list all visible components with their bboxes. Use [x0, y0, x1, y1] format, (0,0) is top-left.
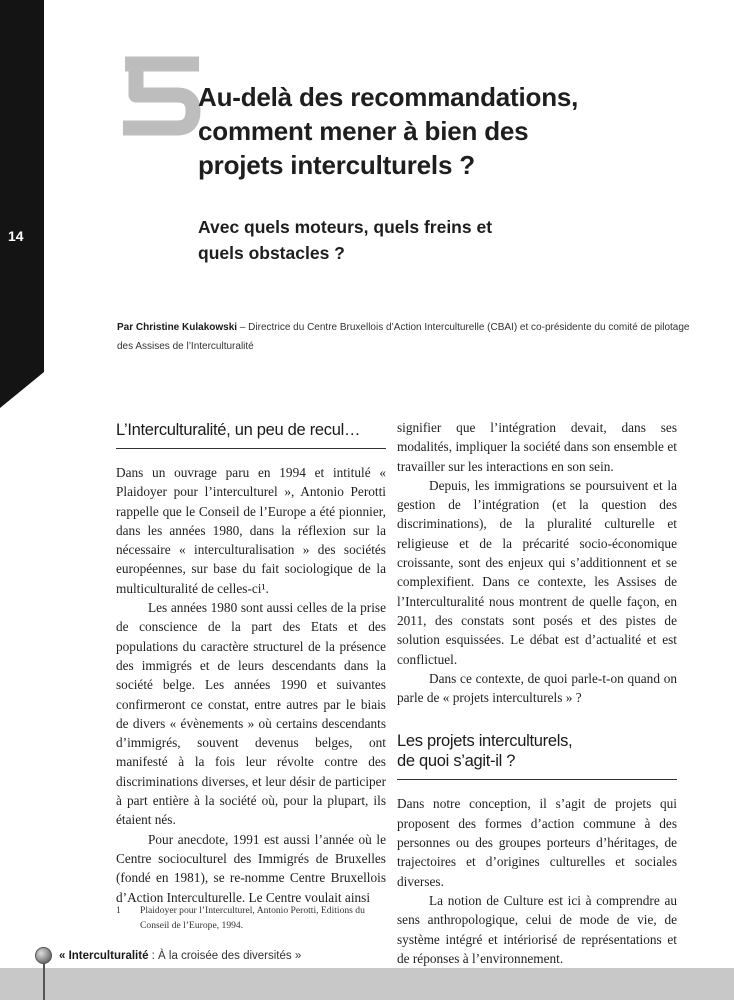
section-heading: L’Interculturalité, un peu de recul…: [116, 420, 386, 449]
paragraph: Les années 1980 sont aussi celles de la prise de conscience de la part des Etats et des populations du caractère structurel de la présence des immigrés et de leurs descendants dans la société belge. Les années 1990 et suivantes confirmeront ce constat, entre autres par le biais de divers « évènements » où certains descendants d’immigrés, souvent devenus belges, ont manifesté à la fois leur révolte contre des discriminations diverses, et leur désir de participer à part entière à la société où, pour la plupart, ils étaient nés.: [116, 600, 386, 828]
footnote-text-continued: Conseil de l’Europe, 1994.: [140, 920, 244, 931]
footer-title-bold: « Interculturalité: [59, 950, 149, 962]
column-right: [397, 418, 677, 968]
page-number: 14: [8, 228, 24, 244]
chapter-number-text: 5: [162, 98, 167, 107]
author-byline: [117, 318, 697, 356]
footnote-number: 1: [116, 905, 121, 916]
footer-bullet-icon: [35, 947, 52, 964]
author-name: Par Christine Kulakowski: [117, 322, 238, 333]
footer-publication-title: [59, 950, 301, 962]
section-heading-line: de quoi s’agit-il ?: [397, 752, 516, 771]
paragraph: signifier que l’intégration devait, dans ses modalités, impliquer la société dans son ensemble et travailler sur les interactions en son sein.: [397, 420, 677, 474]
title-line: projets interculturels ?: [198, 150, 475, 180]
section-heading-line: Les projets interculturels,: [397, 732, 573, 751]
footnote: [116, 903, 386, 933]
paragraph: La notion de Culture est ici à comprendre au sens anthropologique, celui de mode de vie, de système intégré et intériorisé de représentations et de réponses à l’environnement.: [397, 892, 677, 966]
author-role: – Directrice du Centre Bruxellois d’Action Interculturelle (CBAI) et co-présidente du comité de pilotage des Assises de l’Interculturalité: [117, 322, 690, 352]
section-heading: [397, 731, 677, 780]
footer-bar: [0, 968, 734, 1000]
footnote-text: Plaidoyer pour l’Interculturel, Antonio Perotti, Editions du: [140, 905, 365, 916]
column-left: [116, 420, 386, 907]
footer-title-rest: : À la croisée des diversités »: [148, 950, 302, 962]
paragraph: Dans notre conception, il s’agit de projets qui proposent des formes d’action commune à des personnes ou des groupes porteurs d’héritages, de trajectoires et d’origines culturelles et sociales diverses.: [397, 796, 677, 889]
paragraph: Pour anecdote, 1991 est aussi l’année où le Centre socioculturel des Immigrés de Bruxelles (fondé en 1981), se re-nomme Centre Bruxellois d’Action Interculturelle. Le Centre voulait ainsi: [116, 831, 386, 905]
chapter-subtitle: [198, 214, 678, 266]
footer-rule: [43, 960, 45, 1000]
title-line: Au-delà des recommandations,: [198, 82, 579, 112]
paragraph: Depuis, les immigrations se poursuivent et la gestion de l’intégration (et la question des discriminations), de la pluralité culturelle et religieuse et de la précarité socio-économique croissante, sont des enjeux qui s’additionnent et se complexifient. Dans ce contexte, les Assises de l’Interculturalité nous montrent de quelle façon, en 2011, des constats sont posés et des pistes de solution esquissées. Le débat est d’actualité et est conflictuel.: [397, 477, 677, 667]
paragraph: Dans ce contexte, de quoi parle-t-on quand on parle de « projets interculturels » ?: [397, 670, 677, 706]
chapter-number-graphic: [115, 55, 210, 137]
left-band: [0, 0, 44, 372]
subtitle-line: quels obstacles ?: [198, 243, 345, 263]
paragraph: Dans un ouvrage paru en 1994 et intitulé « Plaidoyer pour l’interculturel », Antonio Perotti rappelle que le Conseil de l’Europe a été pionnier, dans les années 1980, dans la réflexion sur la nécessaire « interculturalisation » des sociétés européennes, sur base du fait sociologique de la multiculturalité de celles-ci¹.: [116, 465, 386, 596]
chapter-title: [198, 80, 698, 182]
title-line: comment mener à bien des: [198, 116, 529, 146]
subtitle-line: Avec quels moteurs, quels freins et: [198, 217, 493, 237]
